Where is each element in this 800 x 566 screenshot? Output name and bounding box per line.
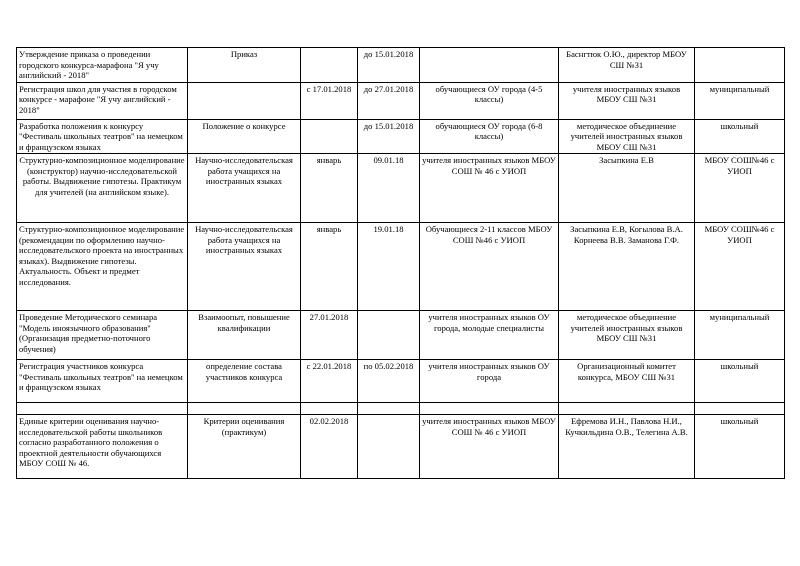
participants-cell: обучающиеся ОУ города (6-8 классы) (420, 119, 559, 154)
start-date-cell: 27.01.2018 (301, 311, 358, 360)
table-row (17, 360, 785, 403)
form-cell (188, 82, 301, 119)
end-date-cell (358, 311, 420, 360)
responsible-cell: методическое объединение учителей иностранных языков МБОУ СШ №31 (559, 311, 695, 360)
table-row (17, 82, 785, 119)
start-date-cell (301, 119, 358, 154)
event-cell: Проведение Методического семинара "Модель иноязычного образования" (Организация предметно-поточного обучения) (17, 311, 188, 360)
responsible-cell: Баснгтюк О.Ю., директор МБОУ СШ №31 (559, 48, 695, 83)
empty-cell (301, 403, 358, 415)
level-cell (695, 48, 785, 83)
end-date-cell: 09.01.18 (358, 154, 420, 223)
level-cell: МБОУ СОШ№46 с УИОП (695, 223, 785, 311)
level-cell: школьный (695, 360, 785, 403)
form-cell: определение состава участников конкурса (188, 360, 301, 403)
participants-cell: обучающиеся ОУ города (4-5 классы) (420, 82, 559, 119)
level-cell: школьный (695, 415, 785, 479)
participants-cell (420, 48, 559, 83)
empty-cell (17, 403, 188, 415)
empty-cell (559, 403, 695, 415)
responsible-cell: Организационный комитет конкурса, МБОУ СШ №31 (559, 360, 695, 403)
end-date-cell: до 15.01.2018 (358, 119, 420, 154)
level-cell: МБОУ СОШ№46 с УИОП (695, 154, 785, 223)
form-cell: Приказ (188, 48, 301, 83)
level-cell: муниципальный (695, 311, 785, 360)
event-cell: Регистрация школ для участия в городском конкурсе - марафоне "Я учу английский - 2018" (17, 82, 188, 119)
participants-cell: учителя иностранных языков МБОУ СОШ № 46 с УИОП (420, 415, 559, 479)
form-cell: Критерии оценивания (практикум) (188, 415, 301, 479)
responsible-cell: Засыпкина Е.В, Когылова В.А. Корнеева В.В. Заманова Г.Ф. (559, 223, 695, 311)
event-cell: Структурно-композиционное моделирование (рекомендации по оформлению научно-исследовательского проекта на иностранных языках). Выдвижение гипотезы. Актуальность. Объект и предмет исследования. (17, 223, 188, 311)
participants-cell: учителя иностранных языков ОУ города, молодые специалисты (420, 311, 559, 360)
start-date-cell (301, 48, 358, 83)
spacer-row (17, 403, 785, 415)
table-row (17, 223, 785, 311)
empty-cell (695, 403, 785, 415)
table-row (17, 119, 785, 154)
participants-cell: Обучающиеся 2-11 классов МБОУ СОШ №46 с УИОП (420, 223, 559, 311)
empty-cell (420, 403, 559, 415)
table-row (17, 154, 785, 223)
end-date-cell: 19.01.18 (358, 223, 420, 311)
start-date-cell: январь (301, 154, 358, 223)
form-cell: Научно-исследовательская работа учащихся на иностранных языках (188, 223, 301, 311)
responsible-cell: учителя иностранных языков МБОУ СШ №31 (559, 82, 695, 119)
form-cell: Взаимоопыт, повышение квалификации (188, 311, 301, 360)
empty-cell (188, 403, 301, 415)
start-date-cell: 02.02.2018 (301, 415, 358, 479)
form-cell: Научно-исследовательская работа учащихся на иностранных языках (188, 154, 301, 223)
start-date-cell: с 17.01.2018 (301, 82, 358, 119)
participants-cell: учителя иностранных языков ОУ города (420, 360, 559, 403)
responsible-cell: Засыпкина Е.В (559, 154, 695, 223)
level-cell: муниципальный (695, 82, 785, 119)
event-cell: Утверждение приказа о проведении городского конкурса-марафона "Я учу английский - 2018" (17, 48, 188, 83)
end-date-cell: до 27.01.2018 (358, 82, 420, 119)
end-date-cell: до 15.01.2018 (358, 48, 420, 83)
event-cell: Разработка положения к конкурсу "Фестиваль школьных театров" на немецком и французском языках (17, 119, 188, 154)
event-cell: Единые критерии оценивания научно-исследовательской работы школьников согласно разработанного положения о проектной деятельности обучающихся МБОУ СОШ № 46. (17, 415, 188, 479)
event-cell: Структурно-композиционное моделирование (конструктор) научно-исследовательской работы. Выдвижение гипотезы. Практикум для учителей (на английском языке). (17, 154, 188, 223)
table-row (17, 311, 785, 360)
responsible-cell: Ефремова И.Н., Павлова Н.И., Кучкильдина О.В., Телегина А.В. (559, 415, 695, 479)
form-cell: Положение о конкурсе (188, 119, 301, 154)
end-date-cell: по 05.02.2018 (358, 360, 420, 403)
start-date-cell: январь (301, 223, 358, 311)
participants-cell: учителя иностранных языков МБОУ СОШ № 46 с УИОП (420, 154, 559, 223)
table-row (17, 415, 785, 479)
empty-cell (358, 403, 420, 415)
table-row (17, 48, 785, 83)
end-date-cell (358, 415, 420, 479)
events-table (16, 47, 785, 479)
event-cell: Регистрация участников конкурса "Фестиваль школьных театров" на немецком и французском языках (17, 360, 188, 403)
responsible-cell: методическое объединение учителей иностранных языков МБОУ СШ №31 (559, 119, 695, 154)
start-date-cell: с 22.01.2018 (301, 360, 358, 403)
level-cell: школьный (695, 119, 785, 154)
